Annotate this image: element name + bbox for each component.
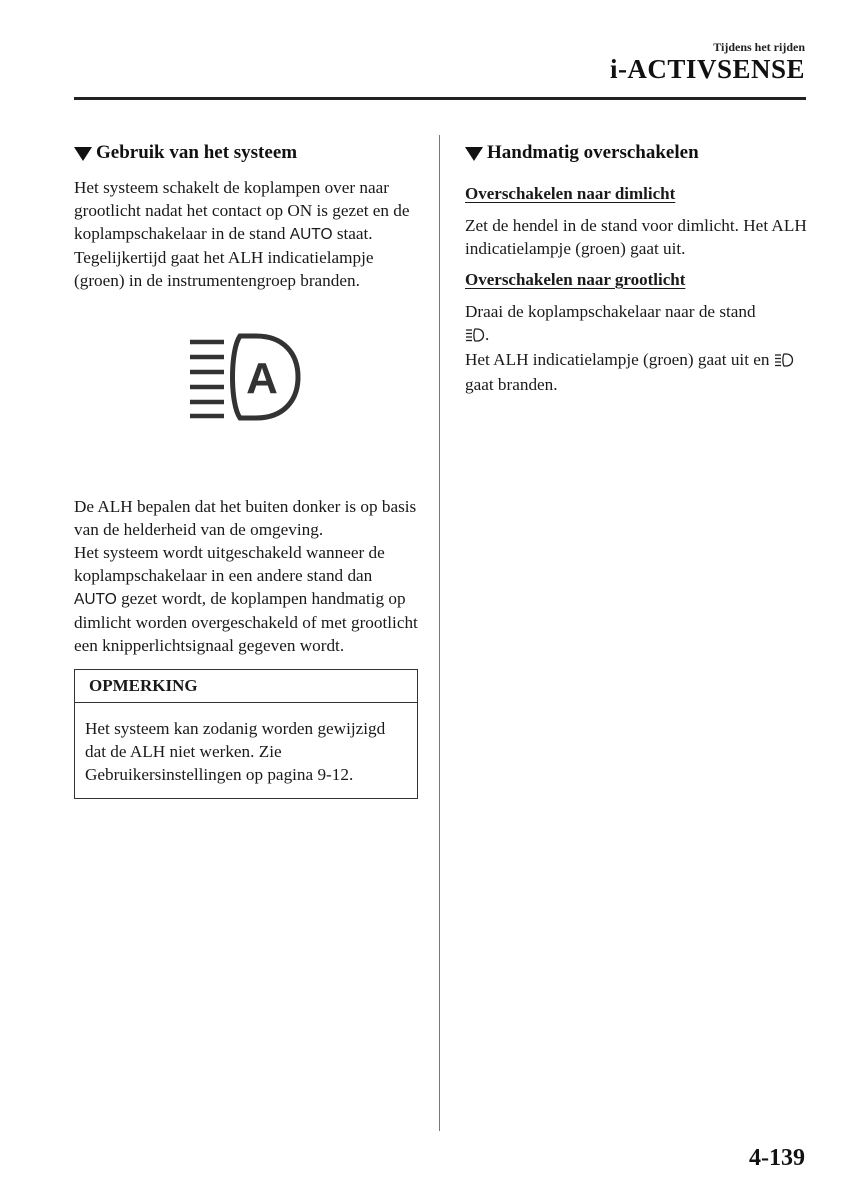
text-run: Het systeem schakelt de koplampen over naar grootlicht nadat het contact op ON is gezet en de koplampschakelaar in de stand bbox=[74, 178, 410, 243]
auto-label: AUTO bbox=[289, 226, 333, 243]
text-run: Het systeem wordt uitgeschakeld wanneer de koplampschakelaar in een andere stand dan bbox=[74, 543, 385, 585]
right-column bbox=[465, 142, 807, 396]
text-run: . bbox=[485, 325, 490, 344]
note-title: OPMERKING bbox=[75, 670, 417, 703]
paragraph-high-beam bbox=[465, 300, 807, 396]
paragraph-deactivation bbox=[74, 541, 418, 657]
section-heading-usage bbox=[74, 142, 418, 164]
section-label: Tijdens het rijden bbox=[713, 40, 805, 54]
text-run: Het ALH indicatielampje (groen) gaat uit en bbox=[465, 350, 770, 369]
triangle-marker-icon bbox=[74, 147, 92, 161]
headlight-beam-icon bbox=[774, 350, 794, 373]
text-run: gezet wordt, de koplampen handmatig op dimlicht worden overgeschakeld of met grootlicht een knipperlichtsignaal gegeven wordt. bbox=[74, 589, 418, 655]
note-text: Het systeem kan zodanig worden gewijzigd dat de ALH niet werken. Zie Gebruikersinstellingen op pagina 9-12. bbox=[85, 719, 386, 784]
headlight-beam-icon bbox=[465, 325, 485, 348]
auto-label: AUTO bbox=[74, 591, 117, 608]
column-divider bbox=[439, 135, 440, 1131]
auto-high-beam-icon bbox=[74, 332, 418, 452]
paragraph-detection: De ALH bepalen dat het buiten donker is op basis van de helderheid van de omgeving. bbox=[74, 497, 417, 539]
note-box bbox=[74, 669, 418, 799]
section-heading-text: Handmatig overschakelen bbox=[487, 142, 699, 163]
chapter-title: i-ACTIVSENSE bbox=[609, 54, 805, 84]
indicator-letter: A bbox=[246, 354, 278, 403]
paragraph-intro bbox=[74, 176, 418, 292]
triangle-marker-icon bbox=[465, 147, 483, 161]
section-heading-manual bbox=[465, 142, 807, 164]
section-heading-text: Gebruik van het systeem bbox=[96, 142, 298, 163]
subheading-low-beam: Overschakelen naar dimlicht bbox=[465, 184, 676, 203]
left-column bbox=[74, 142, 418, 799]
subheading-high-beam: Overschakelen naar grootlicht bbox=[465, 270, 686, 289]
text-run: Draai de koplampschakelaar naar de stand bbox=[465, 302, 756, 321]
header-rule bbox=[74, 97, 806, 100]
paragraph-low-beam: Zet de hendel in de stand voor dimlicht. Het ALH indicatielampje (groen) gaat uit. bbox=[465, 216, 807, 258]
text-run: gaat branden. bbox=[465, 375, 558, 394]
text-run: staat. Tegelijkertijd gaat het ALH indicatielampje (groen) in de instrumentengroep branden. bbox=[74, 224, 374, 290]
page-number: 4-139 bbox=[749, 1145, 805, 1171]
